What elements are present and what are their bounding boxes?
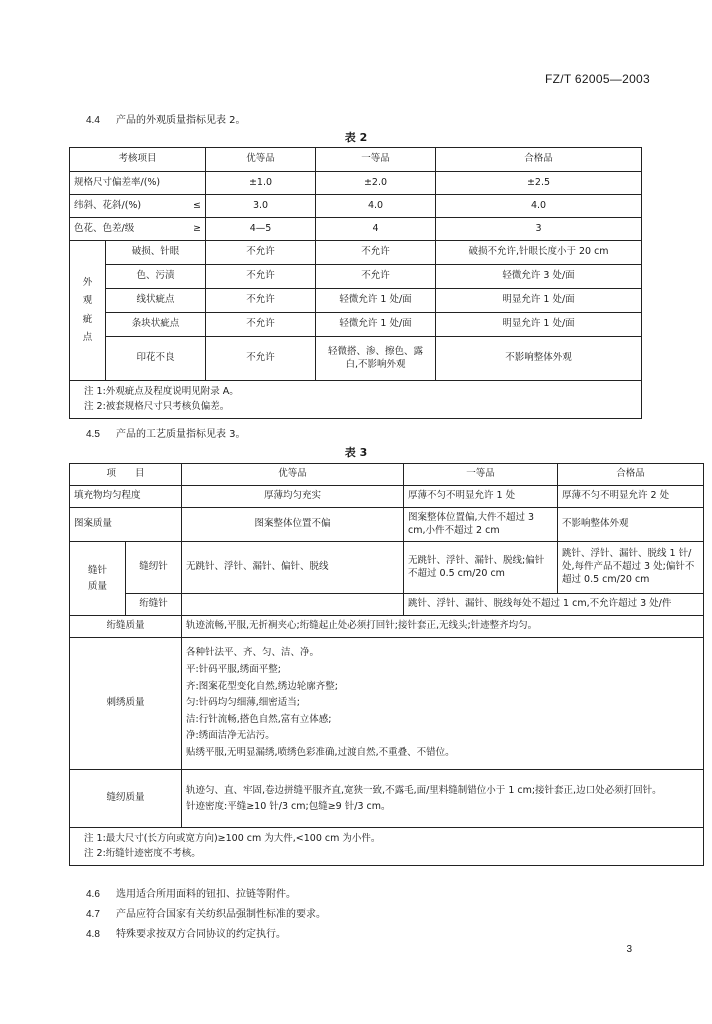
table-3 [69,463,704,866]
seam-group-label [70,542,126,616]
text-line: 洁:行针流畅,搭色自然,富有立体感; [186,713,332,725]
defect-name: 破损、针眼 [106,241,206,265]
table-row [70,265,642,289]
defect-name: 线状疵点 [106,289,206,313]
section-4-8 [86,925,286,940]
table-header-row [70,464,704,486]
table-row [70,486,704,508]
table-row [70,542,704,594]
defect-name: 条块状疵点 [106,313,206,337]
text-line: 针迹密度:平缝≥10 针/3 cm;包缝≥9 针/3 cm。 [186,800,391,812]
table-row [70,172,642,195]
cell: 跳针、浮针、漏针、脱线每处不超过 1 cm,不允许超过 3 处/件 [404,594,704,616]
vertical-label: 外观疵点 [82,277,93,343]
note: 注 1:外观疵点及程度说明见附录 A。 [84,385,239,397]
cell: 图案整体位置偏,大件不超过 3 cm,小件不超过 2 cm [404,508,558,542]
table-row [70,241,642,265]
text-line: 平:针码平服,绣面平整; [186,663,281,675]
table-row [70,616,704,638]
table2-caption: 表 2 [344,131,368,144]
note: 注 1:最大尺寸(长方向或宽方向)≥100 cm 为大件,<100 cm 为小件。 [84,832,381,844]
section-text: 特殊要求按双方合同协议的约定执行。 [116,929,286,940]
cell: 跳针、浮针、漏针、脱线 1 针/处,每件产品不超过 3 处;偏针不超过 0.5 cm/20 cm [558,542,704,594]
table3-caption: 表 3 [344,446,368,459]
cell: 明显允许 1 处/面 [436,289,642,313]
row-label-text: 纬斜、花斜/(%) [74,199,142,211]
section-number: 4.8 [86,929,100,940]
row-label: 刺绣质量 [70,638,182,770]
cell: 厚薄均匀充实 [182,486,404,508]
cell-empty [182,594,404,616]
header-cell: 合格品 [558,464,704,486]
cell: 不允许 [206,265,316,289]
cell: 3.0 [206,195,316,218]
section-4-7 [86,905,326,920]
header-cell: 考核项目 [70,148,206,172]
cell: 不允许 [206,337,316,381]
cell: 图案整体位置不偏 [182,508,404,542]
section-number: 4.5 [86,429,100,440]
cell: 明显允许 1 处/面 [436,313,642,337]
cell: 无跳针、浮针、漏针、脱线;偏针不超过 0.5 cm/20 cm [404,542,558,594]
header-cell: 一等品 [404,464,558,486]
row-label: 图案质量 [70,508,182,542]
comparison-sign: ≤ [193,199,202,211]
table-row [70,337,642,381]
section-number: 4.7 [86,909,100,920]
row-label [70,195,206,218]
table-row [70,594,704,616]
defect-name: 色、污渍 [106,265,206,289]
cell: 4 [316,218,436,241]
table-row [70,313,642,337]
comparison-sign: ≥ [193,222,202,234]
cell: 轻微搭、渗、擦色、露白,不影响外观 [316,337,436,381]
row-label: 绗缝质量 [70,616,182,638]
table-row [70,218,642,241]
row-label: 规格尺寸偏差率/(%) [70,172,206,195]
section-text: 选用适合所用面料的钮扣、拉链等附件。 [116,889,296,900]
header-cell: 合格品 [436,148,642,172]
text-line: 贴绣平服,无明显漏绣,喷绣色彩准确,过渡自然,不重叠、不错位。 [186,747,455,759]
header-cell: 一等品 [316,148,436,172]
defect-group-label [70,241,106,381]
embroidery-text [182,638,704,770]
seam-quilt-label: 绗缝针 [126,594,182,616]
cell: 4.0 [316,195,436,218]
cell: 厚薄不匀不明显允许 2 处 [558,486,704,508]
cell: 轻微允许 1 处/面 [316,289,436,313]
section-text: 产品应符合国家有关纺织品强制性标准的要求。 [116,909,326,920]
row-label-text: 色花、色差/级 [74,222,135,234]
row-label [70,218,206,241]
group-label: 缝针质量 [87,565,107,592]
cell: 无跳针、浮针、漏针、偏针、脱线 [182,542,404,594]
cell: 不允许 [316,265,436,289]
table-2-grid [69,147,642,419]
table-row [70,770,704,828]
table-header-row [70,148,642,172]
cell: 不允许 [206,289,316,313]
cell: 4—5 [206,218,316,241]
notes-row [70,381,642,419]
sewing-text [182,770,704,828]
header-cell: 优等品 [206,148,316,172]
cell: 破损不允许,针眼长度小于 20 cm [436,241,642,265]
cell: 不影响整体外观 [436,337,642,381]
text-line: 轨迹匀、直、牢固,卷边拼缝平服齐直,宽狭一致,不露毛,面/里料缝制错位小于 1 cm;接针套正,边口处必须打回针。 [186,785,662,797]
section-text: 产品的工艺质量指标见表 3。 [116,429,246,440]
table-notes [70,381,642,419]
cell: ±2.0 [316,172,436,195]
text-line: 匀:针码均匀细薄,细密适当; [186,697,300,709]
section-4-5 [86,425,246,440]
text-line: 齐:图案花型变化自然,绣边轮廓齐整; [186,680,338,692]
cell: ±2.5 [436,172,642,195]
table-notes [70,828,704,866]
cell: 3 [436,218,642,241]
notes-row [70,828,704,866]
cell: 不允许 [206,241,316,265]
standard-code: FZ/T 62005—2003 [544,72,650,86]
table-row [70,638,704,770]
page-number: 3 [626,944,632,955]
row-label: 缝纫质量 [70,770,182,828]
cell: 轻微允许 1 处/面 [316,313,436,337]
header-cell: 项 目 [70,464,182,486]
section-text: 产品的外观质量指标见表 2。 [116,115,246,126]
section-4-6 [86,885,296,900]
row-label: 填充物均匀程度 [70,486,182,508]
note: 注 2:绗缝针迹密度不考核。 [84,847,201,859]
table-row [70,195,642,218]
section-4-4 [86,111,246,126]
seam-machine-label: 缝纫针 [126,542,182,594]
table-row [70,508,704,542]
table-row [70,289,642,313]
section-number: 4.6 [86,889,100,900]
cell: ±1.0 [206,172,316,195]
cell: 轻微允许 3 处/面 [436,265,642,289]
cell: 厚薄不匀不明显允许 1 处 [404,486,558,508]
cell: 不允许 [316,241,436,265]
defect-name: 印花不良 [106,337,206,381]
cell: 4.0 [436,195,642,218]
note: 注 2:被套规格尺寸只考核负偏差。 [84,400,230,412]
cell: 不允许 [206,313,316,337]
text-line: 净:绣面洁净无沾污。 [186,730,275,742]
section-number: 4.4 [86,115,100,126]
text-line: 各种针法平、齐、匀、洁、净。 [186,647,320,659]
header-cell: 优等品 [182,464,404,486]
cell: 轨迹流畅,平服,无折裥夹心;绗缝起止处必须打回针;接针套正,无线头;针迹整齐均匀。 [182,616,704,638]
cell: 不影响整体外观 [558,508,704,542]
